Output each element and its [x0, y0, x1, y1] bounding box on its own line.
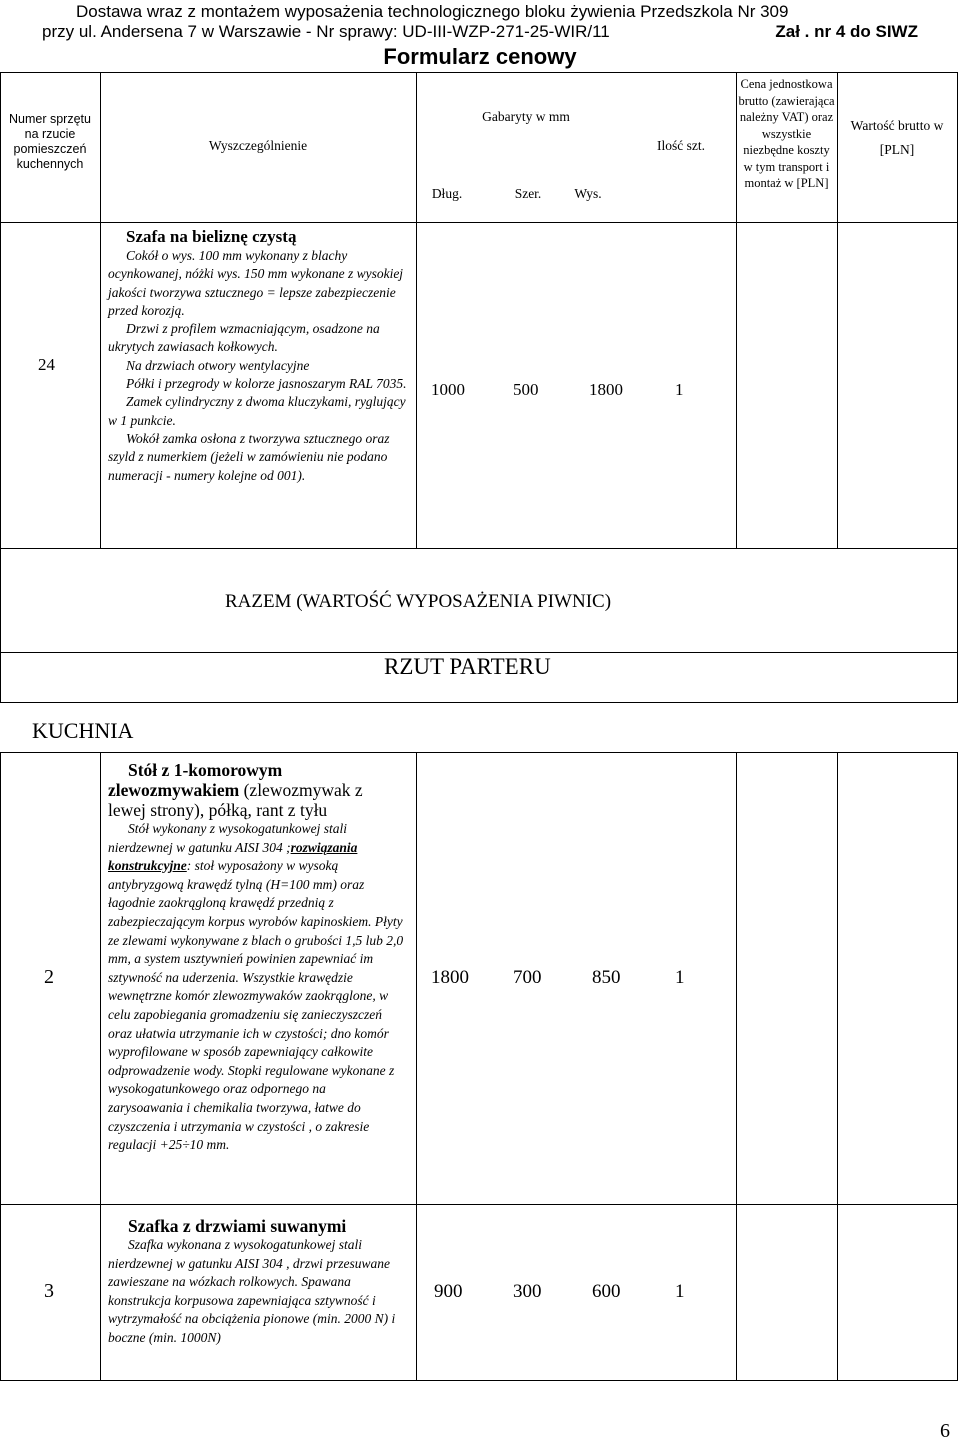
header-line-1: Dostawa wraz z montażem wyposażenia technologicznego bloku żywienia Przedszkola Nr 309: [76, 2, 789, 21]
row-2-quantity: 1: [675, 967, 685, 988]
row-24-quantity: 1: [675, 380, 684, 399]
header-number: Numer sprzętu na rzucie pomieszczeń kuchennych: [9, 112, 91, 171]
page-number: 6: [940, 1420, 950, 1442]
header-dimensions: Gabaryty w mm: [482, 109, 570, 124]
row-24-description: Szafa na bieliznę czystą Cokół o wys. 100 mm wykonany z blachy ocynkowanej, nóżki wys. 150 mm wykonane z wysokiej jakości tworzywa sztucznego = lepsze zabezpieczenie przed korozją. Drzwi z profilem wzmacniającym, osadzone na ukrytych zawiasach kołkowych. Na drzwiach otwory wentylacyjne Półki i przegrody w kolorze jasnoszarym RAL 7035. Zamek cylindryczny z dwoma kluczykami, ryglujący w 1 punkcie. Wokół zamka osłona z tworzywa sztucznego oraz szyld z numerkiem (jeżeli w zamówieniu nie podano numeracji - numery kolejne od 001).: [108, 227, 411, 485]
row-24-title: Szafa na bieliznę czystą: [126, 227, 297, 246]
header-length: Dług.: [431, 186, 463, 201]
floor-label: RZUT PARTERU: [384, 654, 551, 679]
attachment-label: Zał . nr 4 do SIWZ: [775, 22, 918, 41]
header-description: Wyszczególnienie: [208, 138, 308, 153]
row-2-length: 1800: [431, 967, 469, 988]
row-3-description: Szafka z drzwiami suwanymi Szafka wykonana z wysokogatunkowej stali nierdzewnej w gatunku AISI 304 , drzwi przesuwane zawieszane na wózkach rolkowych. Spawana konstrukcja korpusowa zapewniająca sztywność i wytrzymałość na obciążenia pionowe (min. 2000 N) i boczne (min. 1000N): [108, 1216, 408, 1348]
header-total: Wartość brutto w [PLN]: [850, 118, 944, 158]
row-24-height: 1800: [589, 380, 623, 399]
header-line-2: [42, 22, 918, 42]
row-2-title: Stół z 1-komorowym zlewozmywakiem (zlewozmywak z lewej strony), półką, rant z tyłu: [108, 760, 363, 820]
row-3-number: 3: [44, 1280, 54, 1302]
row-24-number: 24: [38, 355, 55, 374]
row-24-length: 1000: [431, 380, 465, 399]
case-number: przy ul. Andersena 7 w Warszawie - Nr sprawy: UD-III-WZP-271-25-WIR/11: [42, 22, 610, 41]
form-title: Formularz cenowy: [383, 44, 577, 69]
row-2-number: 2: [44, 966, 54, 988]
row-2-width: 700: [513, 967, 542, 988]
header-height: Wys.: [574, 186, 602, 201]
header-width: Szer.: [514, 186, 542, 201]
row-3-width: 300: [513, 1281, 542, 1302]
row-3-quantity: 1: [675, 1281, 685, 1302]
row-2-height: 850: [592, 967, 621, 988]
row-3-height: 600: [592, 1281, 621, 1302]
summary-total-label: RAZEM (WARTOŚĆ WYPOSAŻENIA PIWNIC): [224, 591, 612, 612]
row-24-width: 500: [513, 380, 539, 399]
header-quantity: Ilość szt.: [657, 138, 705, 153]
row-3-length: 900: [434, 1281, 463, 1302]
room-label: KUCHNIA: [32, 718, 134, 743]
row-3-title: Szafka z drzwiami suwanymi: [128, 1216, 347, 1236]
row-2-description: Stół z 1-komorowym zlewozmywakiem (zlewozmywak z lewej strony), półką, rant z tyłu Stół wykonany z wysokogatunkowej stali nierdzewnej w gatunku AISI 304 ;rozwiązania konstrukcyjne: stoł wyposażony w wysoką antybryzgową krawędź tylną (H=100 mm) oraz łagodnie zaokrągloną krawędź przednią z zabezpieczającym korpus wyrobów kapinoskiem. Płyty ze zlewami wykonywane z blach o grubości 1,5 lub 2,0 mm, a system usztywnień powinien zapewniać im sztywność na uderzenia. Wszystkie krawędzie wewnętrzne komór zlewozmywaków zaokrąglone, w celu zapobiegania gromadzeniu się zanieczyszczeń oraz ułatwia utrzymanie ich w czystości; dno komór wyprofilowane w sposób zapewniający całkowite odprowadzenie wody. Stopki regulowane wykonane z wysokogatunkowego oraz odpornego na zarysoawania i chemikalia tworzywa, łatwe do czyszczenia i utrzymania w czystości , o zakresie regulacji +25÷10 mm.: [108, 760, 404, 1153]
header-unit-price: Cena jednostkowa brutto (zawierająca należny VAT) oraz wszystkie niezbędne koszty w tym transport i montaż w [PLN]: [738, 77, 835, 190]
